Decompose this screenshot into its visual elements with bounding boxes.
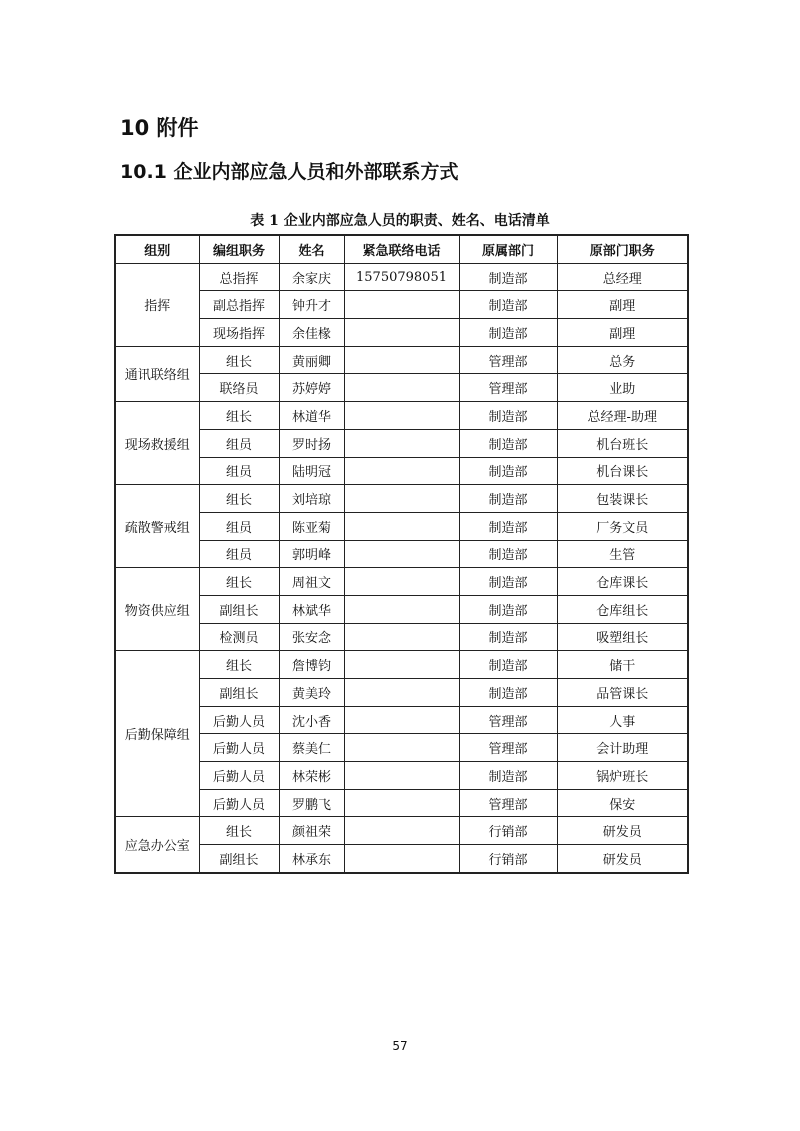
- table-row: [115, 679, 688, 707]
- title-cell: 品管课长: [557, 679, 688, 707]
- phone-cell: [344, 568, 459, 596]
- role-cell: 后勤人员: [199, 706, 279, 734]
- dept-cell: 管理部: [459, 789, 557, 817]
- title-cell: 生管: [557, 540, 688, 568]
- table-header-row: [115, 235, 688, 263]
- subsection-heading: 10.1 企业内部应急人员和外部联系方式: [120, 161, 459, 183]
- table-row: [115, 512, 688, 540]
- table-row: [115, 817, 688, 845]
- title-cell: 业助: [557, 374, 688, 402]
- phone-cell: 15750798051: [344, 263, 459, 291]
- name-cell: 张安念: [279, 623, 344, 651]
- phone-cell: [344, 319, 459, 347]
- table-row: [115, 319, 688, 347]
- table-body: [115, 263, 688, 873]
- name-cell: 黄美玲: [279, 679, 344, 707]
- title-cell: 储干: [557, 651, 688, 679]
- phone-cell: [344, 402, 459, 430]
- role-cell: 组长: [199, 485, 279, 513]
- table-row: [115, 762, 688, 790]
- dept-cell: 制造部: [459, 291, 557, 319]
- phone-cell: [344, 374, 459, 402]
- column-header-role: 编组职务: [199, 235, 279, 263]
- column-header-title: 原部门职务: [557, 235, 688, 263]
- group-name-cell: 现场救援组: [115, 402, 199, 485]
- dept-cell: 制造部: [459, 402, 557, 430]
- name-cell: 刘培琼: [279, 485, 344, 513]
- phone-cell: [344, 540, 459, 568]
- column-header-group: 组别: [115, 235, 199, 263]
- title-cell: 厂务文员: [557, 512, 688, 540]
- phone-cell: [344, 762, 459, 790]
- title-cell: 总经理-助理: [557, 402, 688, 430]
- table-row: [115, 595, 688, 623]
- role-cell: 组长: [199, 346, 279, 374]
- dept-cell: 制造部: [459, 540, 557, 568]
- name-cell: 黄丽卿: [279, 346, 344, 374]
- phone-cell: [344, 651, 459, 679]
- column-header-dept: 原属部门: [459, 235, 557, 263]
- table-row: [115, 457, 688, 485]
- page-number: 57: [392, 1039, 408, 1053]
- phone-cell: [344, 512, 459, 540]
- title-cell: 保安: [557, 789, 688, 817]
- name-cell: 詹博钧: [279, 651, 344, 679]
- group-name-cell: 物资供应组: [115, 568, 199, 651]
- dept-cell: 行销部: [459, 817, 557, 845]
- title-cell: 总经理: [557, 263, 688, 291]
- title-cell: 仓库组长: [557, 595, 688, 623]
- title-cell: 人事: [557, 706, 688, 734]
- dept-cell: 制造部: [459, 319, 557, 347]
- table-row: [115, 402, 688, 430]
- role-cell: 检测员: [199, 623, 279, 651]
- title-cell: 副理: [557, 291, 688, 319]
- dept-cell: 制造部: [459, 263, 557, 291]
- group-name-cell: 通讯联络组: [115, 346, 199, 401]
- phone-cell: [344, 706, 459, 734]
- role-cell: 副组长: [199, 679, 279, 707]
- dept-cell: 制造部: [459, 457, 557, 485]
- table-row: [115, 845, 688, 873]
- table-row: [115, 291, 688, 319]
- table-row: [115, 346, 688, 374]
- dept-cell: 管理部: [459, 706, 557, 734]
- group-name-cell: 疏散警戒组: [115, 485, 199, 568]
- title-cell: 副理: [557, 319, 688, 347]
- role-cell: 副组长: [199, 595, 279, 623]
- title-cell: 研发员: [557, 845, 688, 873]
- phone-cell: [344, 595, 459, 623]
- column-header-phone: 紧急联络电话: [344, 235, 459, 263]
- title-cell: 包装课长: [557, 485, 688, 513]
- title-cell: 机台班长: [557, 429, 688, 457]
- table-row: [115, 623, 688, 651]
- phone-cell: [344, 734, 459, 762]
- role-cell: 组员: [199, 540, 279, 568]
- role-cell: 总指挥: [199, 263, 279, 291]
- phone-cell: [344, 457, 459, 485]
- name-cell: 郭明峰: [279, 540, 344, 568]
- role-cell: 组员: [199, 512, 279, 540]
- dept-cell: 制造部: [459, 429, 557, 457]
- role-cell: 组长: [199, 568, 279, 596]
- role-cell: 副总指挥: [199, 291, 279, 319]
- dept-cell: 制造部: [459, 485, 557, 513]
- name-cell: 苏婷婷: [279, 374, 344, 402]
- name-cell: 罗鹏飞: [279, 789, 344, 817]
- phone-cell: [344, 679, 459, 707]
- table-row: [115, 429, 688, 457]
- dept-cell: 管理部: [459, 734, 557, 762]
- name-cell: 钟升才: [279, 291, 344, 319]
- phone-cell: [344, 623, 459, 651]
- phone-cell: [344, 485, 459, 513]
- name-cell: 余家庆: [279, 263, 344, 291]
- title-cell: 吸塑组长: [557, 623, 688, 651]
- group-name-cell: 指挥: [115, 263, 199, 346]
- title-cell: 仓库课长: [557, 568, 688, 596]
- phone-cell: [344, 789, 459, 817]
- column-header-name: 姓名: [279, 235, 344, 263]
- emergency-personnel-table: [114, 234, 689, 874]
- phone-cell: [344, 291, 459, 319]
- phone-cell: [344, 429, 459, 457]
- phone-cell: [344, 817, 459, 845]
- table-row: [115, 540, 688, 568]
- title-cell: 锅炉班长: [557, 762, 688, 790]
- name-cell: 林道华: [279, 402, 344, 430]
- name-cell: 颜祖荣: [279, 817, 344, 845]
- name-cell: 陈亚菊: [279, 512, 344, 540]
- role-cell: 后勤人员: [199, 762, 279, 790]
- name-cell: 沈小香: [279, 706, 344, 734]
- title-cell: 总务: [557, 346, 688, 374]
- role-cell: 组长: [199, 817, 279, 845]
- role-cell: 组长: [199, 402, 279, 430]
- table-caption: 表 1 企业内部应急人员的职责、姓名、电话清单: [250, 213, 550, 229]
- name-cell: 林承东: [279, 845, 344, 873]
- table-row: [115, 485, 688, 513]
- role-cell: 组长: [199, 651, 279, 679]
- table-row: [115, 706, 688, 734]
- phone-cell: [344, 346, 459, 374]
- phone-cell: [344, 845, 459, 873]
- dept-cell: 制造部: [459, 623, 557, 651]
- dept-cell: 管理部: [459, 374, 557, 402]
- dept-cell: 制造部: [459, 679, 557, 707]
- table-row: [115, 789, 688, 817]
- name-cell: 林荣彬: [279, 762, 344, 790]
- name-cell: 蔡美仁: [279, 734, 344, 762]
- role-cell: 联络员: [199, 374, 279, 402]
- title-cell: 研发员: [557, 817, 688, 845]
- dept-cell: 制造部: [459, 651, 557, 679]
- role-cell: 组员: [199, 429, 279, 457]
- table-row: [115, 374, 688, 402]
- name-cell: 陆明冠: [279, 457, 344, 485]
- dept-cell: 行销部: [459, 845, 557, 873]
- role-cell: 组员: [199, 457, 279, 485]
- title-cell: 机台课长: [557, 457, 688, 485]
- name-cell: 罗时扬: [279, 429, 344, 457]
- name-cell: 林斌华: [279, 595, 344, 623]
- dept-cell: 管理部: [459, 346, 557, 374]
- name-cell: 余佳椽: [279, 319, 344, 347]
- role-cell: 后勤人员: [199, 734, 279, 762]
- role-cell: 后勤人员: [199, 789, 279, 817]
- dept-cell: 制造部: [459, 762, 557, 790]
- table-row: [115, 734, 688, 762]
- group-name-cell: 后勤保障组: [115, 651, 199, 817]
- dept-cell: 制造部: [459, 595, 557, 623]
- name-cell: 周祖文: [279, 568, 344, 596]
- dept-cell: 制造部: [459, 512, 557, 540]
- dept-cell: 制造部: [459, 568, 557, 596]
- title-cell: 会计助理: [557, 734, 688, 762]
- table-row: [115, 651, 688, 679]
- table-row: [115, 568, 688, 596]
- section-heading: 10 附件: [120, 116, 199, 140]
- role-cell: 副组长: [199, 845, 279, 873]
- role-cell: 现场指挥: [199, 319, 279, 347]
- group-name-cell: 应急办公室: [115, 817, 199, 873]
- table-row: [115, 263, 688, 291]
